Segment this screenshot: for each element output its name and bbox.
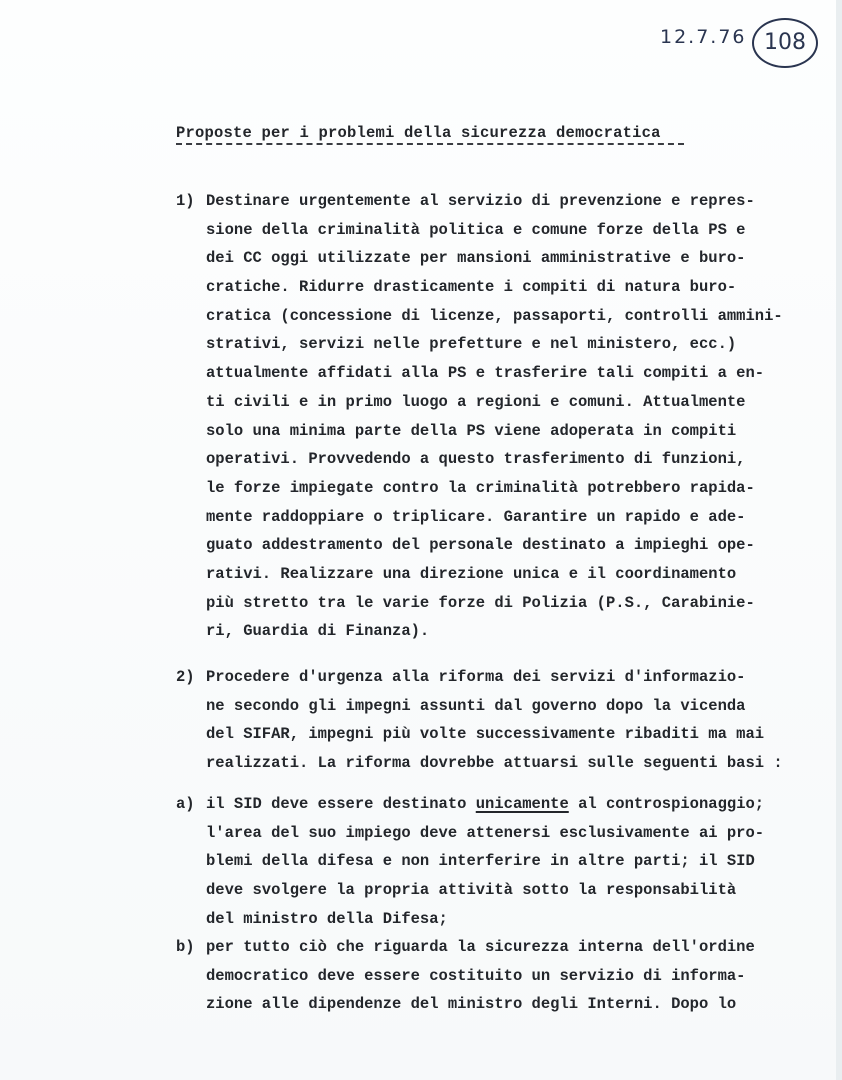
text-line: blemi della difesa e non interferire in altre parti; il SID [206, 852, 755, 871]
item-b-text [206, 933, 755, 1019]
text-line: operativi. Provvedendo a questo trasferimento di funzioni, [206, 450, 746, 469]
text-line: l'area del suo impiego deve attenersi esclusivamente ai pro- [206, 823, 765, 842]
text-line: ti civili e in primo luogo a regioni e comuni. Attualmente [206, 392, 746, 411]
paragraph-marker: 1) [176, 192, 195, 210]
text-line: ne secondo gli impegni assunti dal governo dopo la vicenda [206, 696, 746, 715]
text-line: cratiche. Ridurre drasticamente i compiti di natura buro- [206, 278, 737, 297]
text-line: zione alle dipendenze del ministro degli Interni. Dopo lo [206, 995, 737, 1014]
text-line [206, 790, 764, 819]
text-line: del SIFAR, impegni più volte successivamente ribaditi ma mai [206, 725, 765, 744]
text-line: Procedere d'urgenza alla riforma dei servizi d'informazio- [206, 668, 746, 686]
page-edge [836, 0, 842, 1080]
paragraph-marker: 2) [176, 668, 195, 686]
text-line: più stretto tra le varie forze di Polizia (P.S., Carabinie- [206, 593, 755, 612]
text-line: sione della criminalità politica e comune forze della PS e [206, 220, 746, 239]
paragraph-2-text [206, 663, 783, 778]
text-line: dei CC oggi utilizzate per mansioni amministrative e buro- [206, 249, 746, 268]
text-line: del ministro della Difesa; [206, 909, 448, 928]
text-line: solo una minima parte della PS viene adoperata in compiti [206, 421, 737, 440]
text-line: Destinare urgentemente al servizio di prevenzione e repres- [206, 192, 755, 210]
text-line: ri, Guardia di Finanza). [206, 622, 430, 641]
item-a-text [206, 790, 764, 933]
title-underline [176, 143, 684, 145]
document-title: Proposte per i problemi della sicurezza democratica [176, 124, 661, 142]
text-fragment: al controspionaggio; [568, 795, 765, 813]
text-line: realizzati. La riforma dovrebbe attuarsi sulle seguenti basi : [206, 754, 783, 773]
text-line: deve svolgere la propria attività sotto la responsabilità [206, 881, 737, 900]
text-line: attualmente affidati alla PS e trasferire tali compiti a en- [206, 364, 765, 383]
text-line: le forze impiegate contro la criminalità potrebbero rapida- [206, 478, 755, 497]
item-marker: b) [176, 938, 195, 956]
text-line: strativi, servizi nelle prefetture e nel ministero, ecc.) [206, 335, 737, 354]
circled-page-number: 108 [752, 18, 818, 68]
text-line: guato addestramento del personale destinato a impieghi ope- [206, 536, 755, 555]
text-line: rativi. Realizzare una direzione unica e il coordinamento [206, 564, 737, 583]
text-line: democratico deve essere costituito un servizio di informa- [206, 966, 746, 985]
text-line: mente raddoppiare o triplicare. Garantire un rapido e ade- [206, 507, 746, 526]
text-line: cratica (concessione di licenze, passaporti, controlli ammini- [206, 306, 783, 325]
paragraph-1-text [206, 187, 783, 646]
handwritten-date: 12.7.76 [660, 26, 747, 48]
text-line: per tutto ciò che riguarda la sicurezza interna dell'ordine [206, 938, 755, 956]
item-marker: a) [176, 795, 195, 813]
underlined-word: unicamente [475, 795, 569, 813]
text-fragment: il SID deve essere destinato [206, 795, 476, 813]
